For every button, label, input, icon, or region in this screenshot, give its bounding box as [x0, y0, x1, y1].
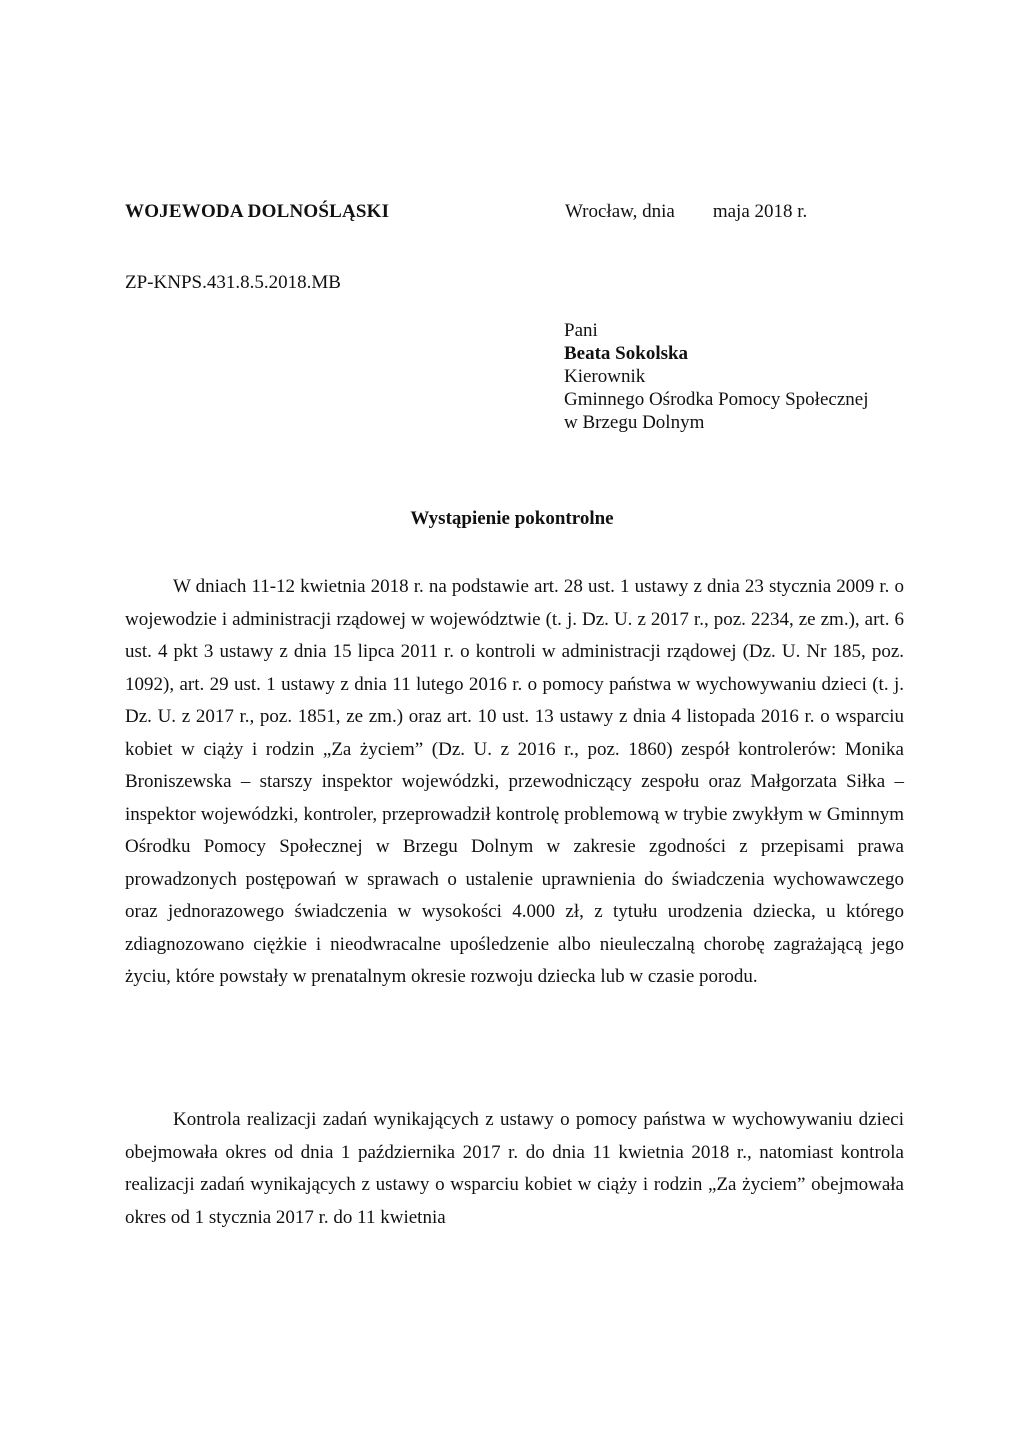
recipient-position: Kierownik — [564, 366, 646, 387]
recipient-name: Beata Sokolska — [564, 343, 689, 364]
date-line — [565, 201, 807, 223]
recipient-block — [564, 319, 868, 434]
date-suffix: maja 2018 r. — [712, 201, 808, 222]
document-subject: Wystąpienie pokontrolne — [410, 508, 614, 529]
reference-number: ZP-KNPS.431.8.5.2018.MB — [125, 272, 341, 293]
recipient-institution: Gminnego Ośrodka Pomocy Społecznej — [564, 389, 869, 410]
body-paragraph-2: Kontrola realizacji zadań wynikających z ustawy o pomocy państwa w wychowywaniu dzieci obejmowała okres od dnia 1 października 2017 r. do dnia 11 kwietnia 2018 r., natomiast kontrola realizacji zadań wynikających z ustawy o wsparciu kobiet w ciąży i rodzin „Za życiem” obejmowała okres od 1 stycznia 2017 r. do 11 kwietnia — [125, 1109, 904, 1228]
recipient-salutation: Pani — [564, 320, 598, 341]
date-prefix: Wrocław, dnia — [565, 201, 675, 222]
recipient-location: w Brzegu Dolnym — [564, 412, 705, 433]
issuer-name: WOJEWODA DOLNOŚLĄSKI — [125, 201, 390, 222]
body-paragraph-1: W dniach 11-12 kwietnia 2018 r. na podstawie art. 28 ust. 1 ustawy z dnia 23 stycznia 2009 r. o wojewodzie i administracji rządowej w województwie (t. j. Dz. U. z 2017 r., poz. 2234, ze zm.), art. 6 ust. 4 pkt 3 ustawy z dnia 15 lipca 2011 r. o kontroli w administracji rządowej (Dz. U. Nr 185, poz. 1092), art. 29 ust. 1 ustawy z dnia 11 lutego 2016 r. o pomocy państwa w wychowywaniu dzieci (t. j. Dz. U. z 2017 r., poz. 1851, ze zm.) oraz art. 10 ust. 13 ustawy z dnia 4 listopada 2016 r. o wsparciu kobiet w ciąży i rodzin „Za życiem” (Dz. U. z 2016 r., poz. 1860) zespół kontrolerów: Monika Broniszewska – starszy inspektor wojewódzki, przewodniczący zespołu oraz Małgorzata Siłka – inspektor wojewódzki, kontroler, przeprowadził kontrolę problemową w trybie zwykłym w Gminnym Ośrodku Pomocy Społecznej w Brzegu Dolnym w zakresie zgodności z przepisami prawa prowadzonych postępowań w sprawach o ustalenie uprawnienia do świadczenia wychowawczego oraz jednorazowego świadczenia w wysokości 4.000 zł, z tytułu urodzenia dziecka, u którego zdiagnozowano ciężkie i nieodwracalne upośledzenie albo nieuleczalną chorobę zagrażającą jego życiu, które powstały w prenatalnym okresie rozwoju dziecka lub w czasie porodu. — [125, 576, 904, 987]
